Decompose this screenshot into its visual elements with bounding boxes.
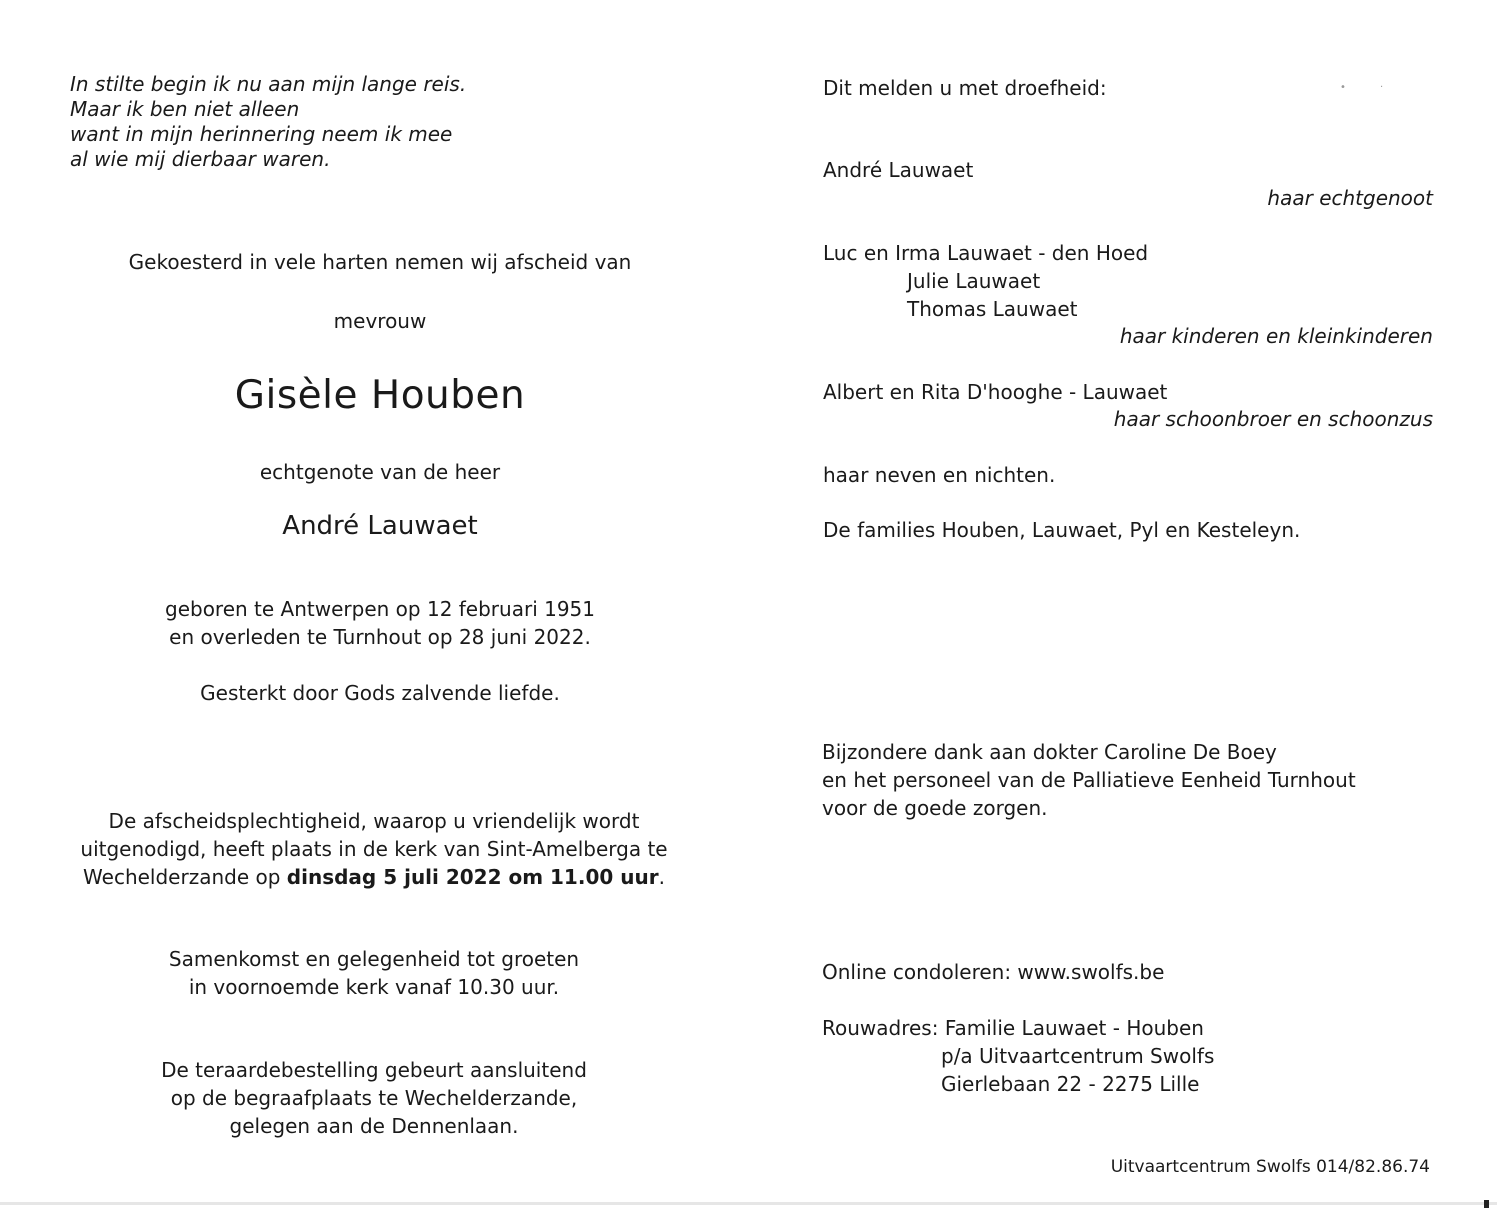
poem-line: Maar ik ben niet alleen — [70, 97, 300, 121]
gathering-text — [74, 945, 674, 1001]
family-children-role: haar kinderen en kleinkinderen — [1119, 324, 1433, 348]
sacrament-text: Gesterkt door Gods zalvende liefde. — [200, 681, 560, 705]
announce-text: Dit melden u met droefheid: — [823, 76, 1107, 100]
family-spouse: André Lauwaet — [823, 158, 974, 182]
poem-line: In stilte begin ik nu aan mijn lange reis. — [70, 72, 467, 96]
spouse-name: André Lauwaet — [282, 511, 478, 541]
funeral-home-footer: Uitvaartcentrum Swolfs 014/82.86.74 — [1110, 1157, 1430, 1177]
ceremony-period: . — [658, 865, 665, 889]
scan-edge — [0, 1202, 1497, 1205]
family-inlaws-role: haar schoonbroer en schoonzus — [1113, 407, 1433, 431]
speck-mark: • — [1340, 82, 1346, 93]
family-names: De families Houben, Lauwaet, Pyl en Kesteleyn. — [823, 518, 1301, 542]
intro-text: Gekoesterd in vele harten nemen wij afscheid van — [128, 250, 632, 274]
poem — [70, 72, 466, 172]
family-nephews: haar neven en nichten. — [823, 463, 1056, 487]
scan-corner-mark — [1484, 1200, 1489, 1208]
mourning-address-line: Gierlebaan 22 - 2275 Lille — [941, 1072, 1200, 1096]
family-grandchild: Julie Lauwaet — [907, 269, 1041, 293]
spouse-intro: echtgenote van de heer — [259, 460, 501, 484]
family-children: Luc en Irma Lauwaet - den Hoed — [823, 241, 1149, 265]
burial-line: op de begraafplaats te Wechelderzande, — [170, 1086, 578, 1110]
ceremony-line: De afscheidsplechtigheid, waarop u vriendelijk wordt — [108, 809, 640, 833]
thanks-line: voor de goede zorgen. — [822, 796, 1048, 820]
ceremony-line: uitgenodigd, heeft plaats in de kerk van Sint-Amelberga te — [80, 837, 668, 861]
poem-line: want in mijn herinnering neem ik mee — [70, 122, 453, 146]
honorific: mevrouw — [333, 309, 427, 333]
mourning-address-label: Rouwadres: Familie Lauwaet - Houben — [822, 1016, 1204, 1040]
burial-line: gelegen aan de Dennenlaan. — [229, 1114, 519, 1138]
mourning-address-line: p/a Uitvaartcentrum Swolfs — [941, 1044, 1215, 1068]
poem-line: al wie mij dierbaar waren. — [70, 147, 331, 171]
burial-line: De teraardebestelling gebeurt aansluitend — [161, 1058, 587, 1082]
family-inlaws: Albert en Rita D'hooghe - Lauwaet — [823, 380, 1168, 404]
ceremony-line — [74, 863, 674, 891]
thanks-text — [822, 738, 1356, 822]
birth-death-dates — [80, 595, 680, 651]
online-condolence: Online condoleren: www.swolfs.be — [822, 960, 1165, 984]
death-line: en overleden te Turnhout op 28 juni 2022. — [169, 625, 591, 649]
gathering-line: Samenkomst en gelegenheid tot groeten — [168, 947, 580, 971]
ceremony-datetime: dinsdag 5 juli 2022 om 11.00 uur — [286, 865, 659, 889]
burial-text — [74, 1056, 674, 1140]
deceased-name: Gisèle Houben — [234, 373, 526, 418]
speck-mark: · — [1380, 82, 1384, 93]
ceremony-text — [74, 807, 674, 891]
thanks-line: Bijzondere dank aan dokter Caroline De Boey — [822, 740, 1277, 764]
birth-line: geboren te Antwerpen op 12 februari 1951 — [165, 597, 595, 621]
family-spouse-role: haar echtgenoot — [1267, 186, 1433, 210]
ceremony-place: Wechelderzande op — [83, 865, 287, 889]
thanks-line: en het personeel van de Palliatieve Eenheid Turnhout — [822, 768, 1356, 792]
family-grandchild: Thomas Lauwaet — [907, 297, 1078, 321]
gathering-line: in voornoemde kerk vanaf 10.30 uur. — [188, 975, 560, 999]
